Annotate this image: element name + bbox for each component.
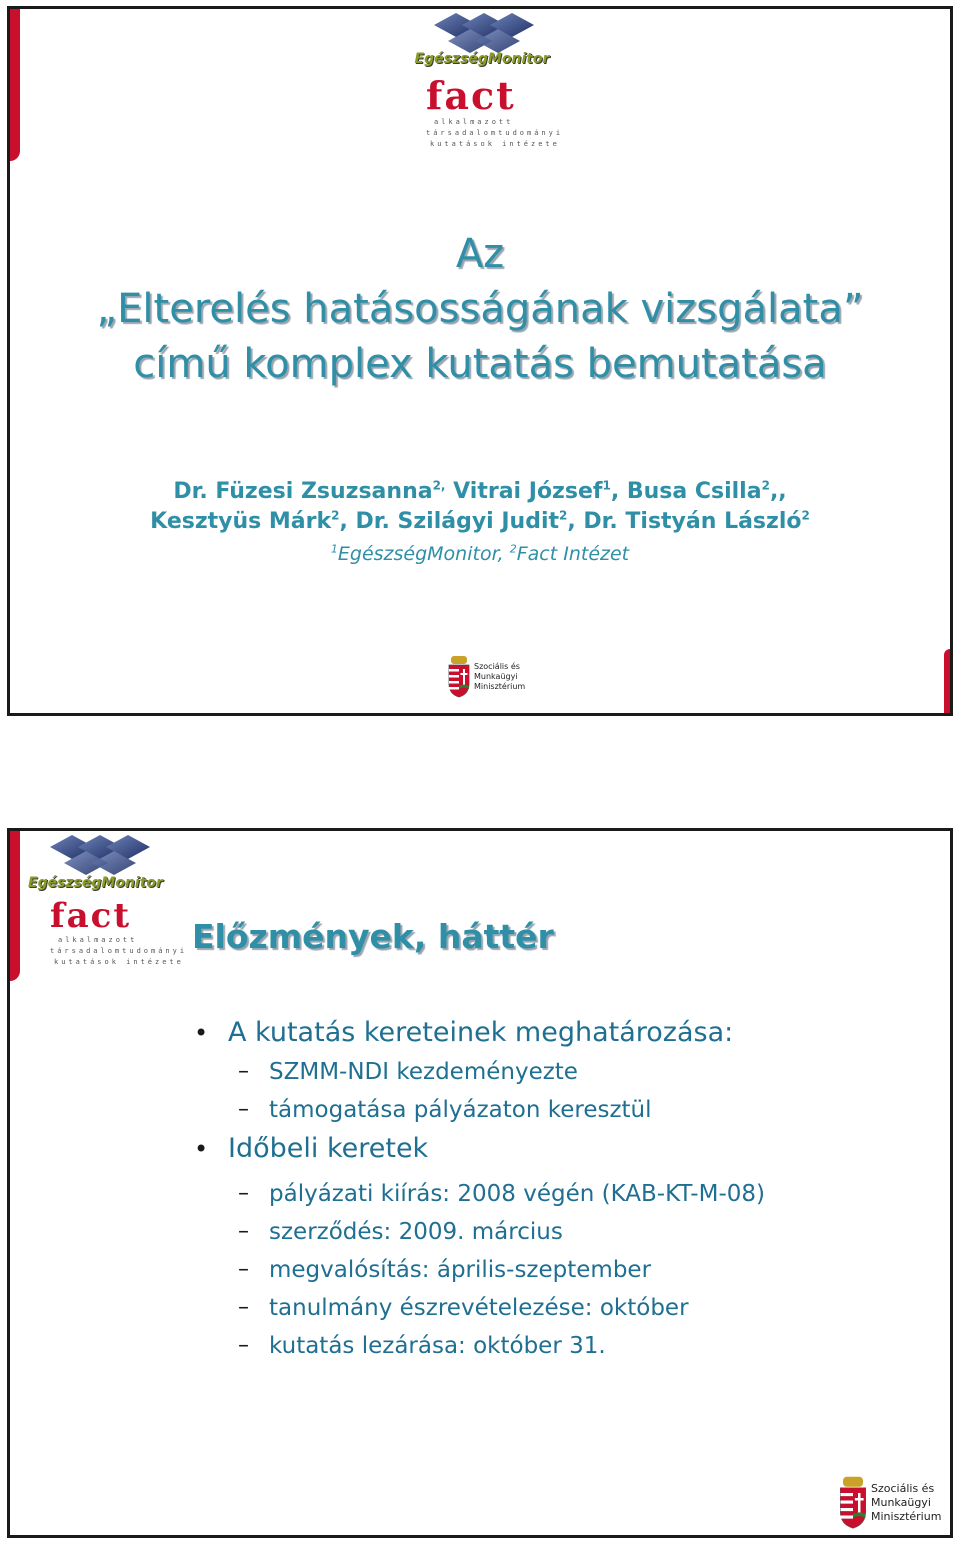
author-affiliation-sup: 1 [602, 478, 611, 493]
sub-bullet-item: – kutatás lezárása: október 31. [192, 1327, 932, 1365]
egeszsegmonitor-logo [408, 11, 556, 67]
ministry-logo [447, 656, 525, 698]
ministry-line-2: Munkaügyi [871, 1496, 931, 1509]
fact-sub-line-1: alkalmazott [434, 118, 514, 126]
title-line-1: Az [455, 231, 505, 277]
authors [10, 477, 950, 537]
presentation-title [10, 227, 950, 392]
sub-bullet-item: – támogatása pályázaton keresztül [192, 1091, 932, 1129]
author-name: Kesztyüs Márk [150, 509, 332, 534]
affiliation-sup: 2 [509, 542, 517, 556]
sub-bullet-item: – SZMM-NDI kezdeményezte [192, 1053, 932, 1091]
fact-logo [426, 73, 564, 150]
title-line-2: „Elterelés hatásosságának vizsgálata” [96, 286, 864, 332]
fact-sub-line-3: kutatások intézete [54, 958, 184, 966]
egeszsegmonitor-wordmark: EgészségMonitor [414, 51, 550, 67]
fact-sub-line-2: társadalomtudományi [426, 129, 564, 137]
fact-logo [50, 896, 188, 968]
ministry-name [871, 1482, 941, 1524]
background-slide [7, 828, 953, 1538]
authors-line-2 [10, 507, 950, 537]
ministry-line-1: Szociális és [474, 662, 520, 671]
egeszsegmonitor-tiles-icon [408, 11, 556, 55]
ministry-line-3: Minisztérium [871, 1510, 942, 1523]
affiliations [10, 543, 950, 565]
affiliation-2: Fact Intézet [516, 543, 630, 565]
fact-sub-line-3: kutatások intézete [430, 140, 560, 148]
fact-sub-line-1: alkalmazott [58, 936, 138, 944]
red-accent-bar [10, 831, 20, 981]
sub-bullet-item: – megvalósítás: április-szeptember [192, 1251, 932, 1289]
bullet-list [192, 1013, 932, 1365]
slide-title: Előzmények, háttér [192, 917, 554, 956]
fact-sub-line-2: társadalomtudományi [50, 947, 188, 955]
coat-of-arms-icon [447, 656, 471, 698]
affiliation-1: EgészségMonitor, [337, 543, 510, 565]
author-affiliation-sup: 2 [801, 508, 810, 523]
ministry-logo [838, 1474, 941, 1532]
author-name: Dr. Füzesi Zsuzsanna [173, 479, 433, 504]
sub-bullet-item: – tanulmány észrevételezése: október [192, 1289, 932, 1327]
egeszsegmonitor-tiles-icon [28, 833, 178, 879]
fact-wordmark: fact [50, 896, 132, 936]
red-accent-bar-right [944, 649, 950, 716]
ministry-name [474, 662, 525, 692]
ministry-line-3: Minisztérium [474, 682, 526, 691]
affiliation-sup: 1 [330, 542, 338, 556]
coat-of-arms-icon [838, 1474, 868, 1532]
author-affiliation-sup: 2 [761, 478, 770, 493]
bullet-item: • Időbeli keretek [192, 1129, 932, 1169]
authors-line-1 [10, 477, 950, 507]
sub-bullet-item: – szerződés: 2009. március [192, 1213, 932, 1251]
sub-bullet-item: – pályázati kiírás: 2008 végén (KAB-KT-M-08) [192, 1175, 932, 1213]
author-separator: ,, [769, 479, 787, 504]
bullet-item: • A kutatás kereteinek meghatározása: [192, 1013, 932, 1053]
author-affiliation-sup: 2, [432, 478, 446, 493]
ministry-line-2: Munkaügyi [474, 672, 518, 681]
author-affiliation-sup: 2 [331, 508, 340, 523]
egeszsegmonitor-wordmark: EgészségMonitor [28, 875, 163, 891]
author-name: , Dr. Szilágyi Judit [339, 509, 560, 534]
title-line-3: című komplex kutatás bemutatása [133, 341, 827, 387]
egeszsegmonitor-logo [28, 833, 178, 891]
red-accent-bar [10, 9, 20, 161]
author-name: , Busa Csilla [610, 479, 762, 504]
fact-wordmark: fact [426, 73, 516, 118]
author-name: Vitrai József [445, 479, 603, 504]
author-affiliation-sup: 2 [559, 508, 568, 523]
author-name: , Dr. Tistyán László [567, 509, 802, 534]
title-slide [7, 6, 953, 716]
ministry-line-1: Szociális és [871, 1482, 935, 1495]
